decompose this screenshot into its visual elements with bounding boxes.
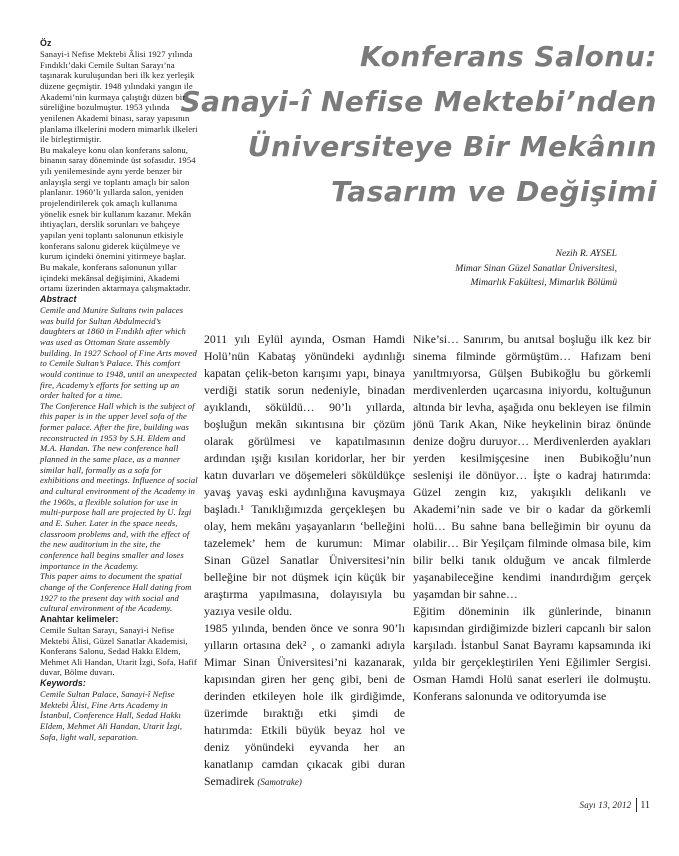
title-line-4: Tasarım ve Değişimi bbox=[331, 175, 657, 208]
anahtar-kelimeler-heading: Anahtar kelimeler: bbox=[40, 613, 119, 624]
anahtar-kelimeler-text: Cemile Sultan Sarayı, Sanayi-i Nefise Mektebi Âlisi, Güzel Sanatlar Akademisi, Konferans Salonu, Sedad Hakkı Eldem, Mehmet Ali Handan, Utarit İzgi, Sofa, Hafif duvar, Bölme duvarı. bbox=[40, 624, 197, 678]
body-paragraph: Nike’si… Sanırım, bu anıtsal boşluğu ilk kez bir sinema filminde görmüştüm… Hafızam beni yanıltmıyorsa, Gülşen Bubikoğlu bu görkemli merdivenlerden uçarcasına iniyordu, koltuğunun altında bir levha, aşağıda onu bekleyen ise filmin jönü Tarık Akan, Nike heykelinin biraz önünde denize doğru duruyor… Merdivenlerden ayakları yerden kesilmişçesine inen Bubikoğlu’nun seslenişi ile dönüyor… İşte o kadraj hatırımda: Güzel zengin kız, yakışıklı delikanlı ve Akademi’nin sade ve bir o kadar da görkemli holü… Bu sahne bana belleğimin bir oyunu da olabilir… Bir Yeşilçam filminde olmasa bile, kim bilir belki tanık olduğum ve ancak filmlerde yaşanabileceğine kendimi inandırdığım gerçek yaşamdan bir sahne… bbox=[413, 332, 651, 601]
author-name: Nezih R. AYSEL bbox=[555, 248, 617, 259]
page-footer bbox=[580, 798, 651, 812]
footer-divider bbox=[636, 798, 637, 812]
page-number: 11 bbox=[640, 799, 650, 811]
abstract-paragraph: Cemile and Munire Sultans twin palaces was build for Sultan Abdulmecid’s daughters at 1860 in Fındıklı after which was used as Ottoman State assembly building. In 1927 School of Fine Arts moved to Cemile Sultan’s Palace. This comfort would continue to 1948, until an unexpected fire, Academy’s efforts for setting up an order halted for a time. bbox=[40, 304, 197, 401]
title-line-3: Üniversiteye Bir Mekânın bbox=[247, 130, 657, 163]
abstract-heading: Abstract bbox=[40, 294, 77, 304]
body-paragraph: Eğitim döneminin ilk günlerinde, binanın kapısından girdiğimizde bizleri capcanlı bir salon karşıladı. İstanbul Sanat Bayramı kapsamında iki yılda bir gerçekleştirilen Yeni Eğilimler Sergisi. Osman Hamdi Holü sanat eserleri ile dolmuştu. Konferans salonunda ve oditoryumda ise bbox=[413, 604, 651, 703]
oz-paragraph: Bu makaleye konu olan konferans salonu, binanın saray döneminde üst sofasıdır. 1954 yılı yenilemesinde aynı yerde benzer bir anlayışla sergi ve toplantı amaçlı bir salon planlanır. 1960’lı yıllarda salon, yeniden projelendirilerek çok amaçlı kullanıma yönelik esnek bir kullanım kazanır. Mekân ihtiyaçları, derslik sorunları ve bahçeye yapılan yeni toplantı salonunun etkisiyle konferans salonu giderek küçülmeye ve kurum içindeki önemini yitirmeye başlar. bbox=[40, 144, 196, 262]
sidebar-abstracts bbox=[40, 38, 198, 742]
issue-label: Sayı 13, 2012 bbox=[579, 800, 632, 810]
keywords-heading: Keywords: bbox=[40, 678, 86, 689]
keywords-text: Cemile Sultan Palace, Sanayi-î Nefise Mektebi Âlisi, Fine Arts Academy in İstanbul, Conference Hall, Sedad Hakkı Eldem, Mehmet Ali Handan, Utarit İzgi, Sofa, light wall, separation. bbox=[40, 689, 183, 742]
samotrake-note: (Samotrake) bbox=[257, 777, 302, 787]
body-column-1 bbox=[204, 331, 405, 791]
body-column-2 bbox=[413, 331, 651, 705]
abstract-paragraph: The Conference Hall which is the subject of this paper is in the upper level sofa of the former palace. After the fire, building was reconstructed in 1953 by S.H. Eldem and M.A. Handan. The new conference hall planned in the same place, as a manner similar hall, formally as a sofa for exhibitions and meetings. Influence of social and cultural environment of the Academy in the 1960s, a flexible solution for use in multi-purpose hall are projected by U. İzgi and E. Suher. Later in the space needs, classroom problems and, with the effect of the new auditorium in the site, the conference hall begins smaller and loses importance in the Academy. bbox=[40, 400, 198, 571]
oz-paragraph: Sanayi-i Nefise Mektebi Âlisi 1927 yılında Fındıklı’daki Cemile Sultan Sarayı’na taşınarak kuruluşundan beri ilk kez yerleşik düzene geçmiştir. 1948 yılındaki yangın ile Akademi’nin kurmaya çalıştığı düzen bir süreliğine bozulmuştur. 1953 yılında yenilenen Akademi binası, saray yapısının planlama ilkelerini modern mimarlık ilkeleri ile birleştirmiştir. bbox=[40, 48, 198, 145]
body-paragraph: 2011 yılı Eylül ayında, Osman Hamdi Holü’nün Kabataş yönündeki aydınlığı kapatan çelik-beton karışımı yapı, binaya verdiği statik sorun nedeniyle, binadan ayıklandı, söküldü… 90’lı yıllarda, boşluğun mekân sıkıntısına bir çözüm olarak görülmesi ve kapatılmasının ardından ışığı kısılan koridorlar, her bir katın duvarları ve döşemeleri söküldükçe yavaş yavaş eski aydınlığına kavuşmaya başladı.¹ Tanıklığımızda gerçekleşen bu olay, hem mekânı yaşayanların ‘belleğini tazelemek’ hem de kurumun: Mimar Sinan Güzel Sanatlar Üniversitesi’nin belleğine bir not düşmek için küçük bir araştırma yapılmasına, dolayısıyla bu yazıya vesile oldu. bbox=[204, 332, 405, 618]
article-title bbox=[177, 34, 657, 214]
title-line-1: Konferans Salonu: bbox=[359, 40, 657, 73]
body-paragraph bbox=[204, 620, 405, 791]
author-affiliation-faculty: Mimarlık Fakültesi, Mimarlık Bölümü bbox=[470, 277, 617, 288]
abstract-paragraph: This paper aims to document the spatial change of the Conference Hall dating from 1927 to the present day with social and cultural environment of the Academy. bbox=[40, 571, 192, 614]
oz-paragraph: Bu makale, konferans salonunun yıllar içindeki mekânsal değişimini, Akademi ortamı üzerinden aktarmaya çalışmaktadır. bbox=[40, 262, 191, 294]
author-affiliation-university: Mimar Sinan Güzel Sanatlar Üniversitesi, bbox=[455, 262, 617, 274]
author-block bbox=[455, 247, 617, 291]
oz-heading: Öz bbox=[40, 38, 52, 48]
title-line-2: Sanayi-î Nefise Mektebi’nden bbox=[180, 85, 657, 118]
body-paragraph-text: 1985 yılında, benden önce ve sonra 90’lı yılların ortasına dek² , o zamanki adıyla Mimar Sinan Üniversitesi’ni kazanarak, kapısından giren her genç gibi, beni de derinden etkileyen hole ilk girdiğimde, üzerimde bıraktığı etki şimdi de hatırımda: Etkili büyük beyaz hol ve deniz yönündeki eyvanda her an kanatlanıp camdan çıkacak gibi duran Semadirek bbox=[204, 621, 405, 788]
